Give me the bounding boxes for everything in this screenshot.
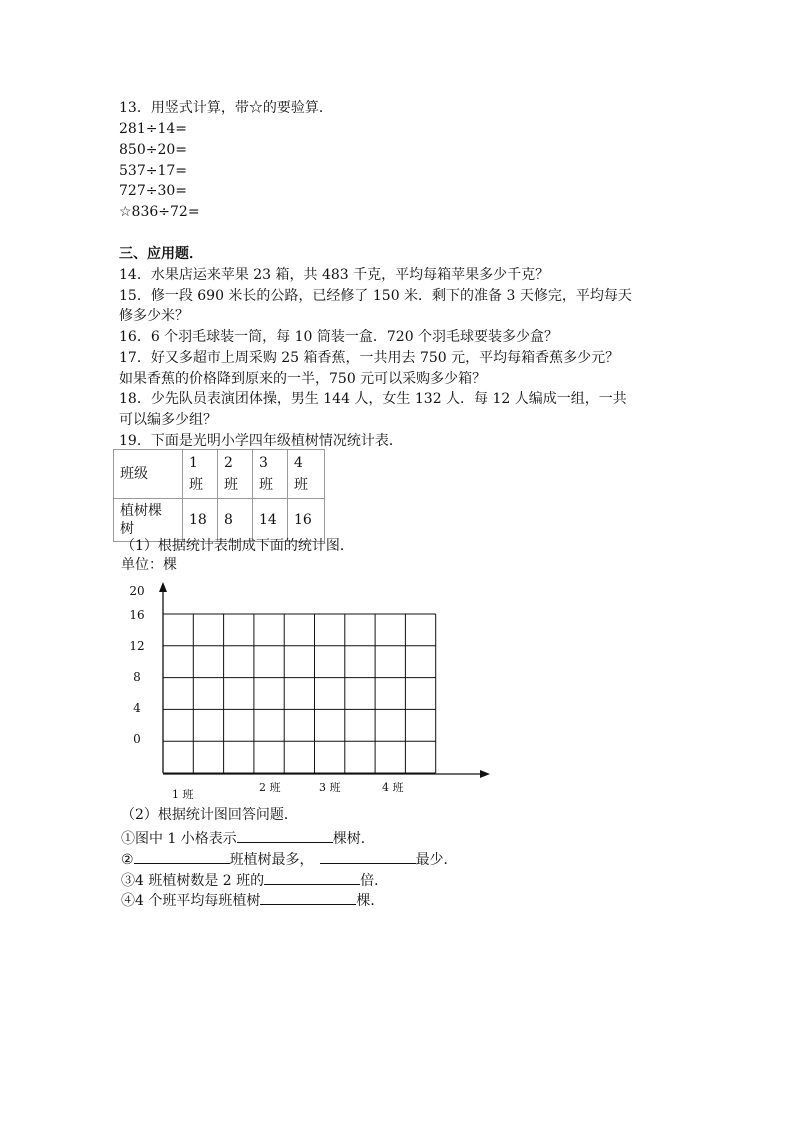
q13-item: 727÷30=	[119, 183, 187, 199]
answer-blank[interactable]	[134, 849, 230, 864]
y-tick-label: 0	[133, 732, 141, 746]
answer-text: 班植树最多，	[229, 852, 314, 868]
table-cell: 3 班	[253, 450, 288, 499]
answer-text: 倍．	[360, 873, 389, 889]
q13-item: 850÷20=	[119, 142, 187, 158]
section-title: 三、应用题．	[119, 246, 203, 262]
x-tick-label: 4 班	[382, 781, 404, 794]
answer-line-1	[121, 828, 375, 848]
table-header-cell: 植树棵 树	[114, 499, 183, 542]
table-cell: 18	[183, 499, 218, 542]
q15-text-line2: 修多少米？	[119, 308, 189, 324]
answer-line-3	[121, 870, 388, 890]
x-tick-label: 3 班	[319, 781, 341, 794]
q15-text-line1: 15．修一段 690 米长的公路，已经修了 150 米．剩下的准备 3 天修完，平均每天	[119, 288, 632, 304]
x-tick-label: 2 班	[259, 781, 281, 794]
answer-text: ④4 个班平均每班植树	[121, 893, 261, 909]
y-tick-label: 20	[129, 584, 145, 598]
answer-blank[interactable]	[260, 890, 356, 905]
answer-text: 棵树．	[332, 831, 375, 847]
answer-line-2	[121, 849, 458, 869]
q13-item: 537÷17=	[119, 163, 187, 179]
q17-text-line2: 如果香蕉的价格降到原来的一半，750 元可以采购多少箱？	[119, 371, 487, 387]
q16-text: 16．6 个羽毛球装一筒，每 10 筒装一盒．720 个羽毛球要装多少盒？	[119, 329, 559, 345]
answer-text: ②	[121, 852, 134, 868]
q18-text-line1: 18．少先队员表演团体操，男生 144 人，女生 132 人．每 12 人编成一组，一共	[119, 391, 627, 407]
table-header-cell: 班级	[114, 450, 183, 499]
y-axis-arrow	[159, 582, 167, 592]
q19-part2: （2）根据统计图回答问题．	[121, 807, 298, 823]
answer-text: ①图中 1 小格表示	[121, 831, 237, 847]
answer-text: 最少．	[415, 852, 458, 868]
q19-title: 19．下面是光明小学四年级植树情况统计表．	[119, 433, 403, 449]
answer-text: 棵．	[356, 893, 385, 909]
x-tick-label: 1 班	[172, 788, 194, 801]
y-tick-label: 12	[129, 639, 145, 653]
q13-item: 281÷14=	[119, 121, 187, 137]
q14-text: 14．水果店运来苹果 23 箱，共 483 千克，平均每箱苹果多少千克？	[119, 267, 550, 283]
table-cell: 16	[288, 499, 325, 542]
table-cell: 2 班	[218, 450, 253, 499]
answer-blank[interactable]	[264, 870, 360, 885]
y-tick-label: 16	[129, 608, 145, 622]
table-cell: 4 班	[288, 450, 325, 499]
table-cell: 14	[253, 499, 288, 542]
q13-item: ☆836÷72=	[119, 204, 200, 220]
answer-blank[interactable]	[237, 828, 333, 843]
table-cell: 1 班	[183, 450, 218, 499]
answer-line-4	[121, 890, 384, 910]
chart-unit-label: 单位：棵	[121, 557, 177, 573]
q13-title: 13．用竖式计算，带☆的要验算．	[119, 100, 333, 116]
q18-text-line2: 可以编多少组？	[119, 412, 217, 428]
answer-text: ③4 班植树数是 2 班的	[121, 873, 265, 889]
q19-part1: （1）根据统计表制成下面的统计图．	[121, 538, 354, 554]
q17-text-line1: 17．好又多超市上周采购 25 箱香蕉，一共用去 750 元，平均每箱香蕉多少元？	[119, 350, 620, 366]
table-cell: 8	[218, 499, 253, 542]
y-tick-label: 8	[133, 670, 141, 684]
y-tick-label: 4	[133, 701, 141, 715]
answer-blank[interactable]	[320, 849, 416, 864]
x-axis-arrow	[480, 770, 490, 778]
